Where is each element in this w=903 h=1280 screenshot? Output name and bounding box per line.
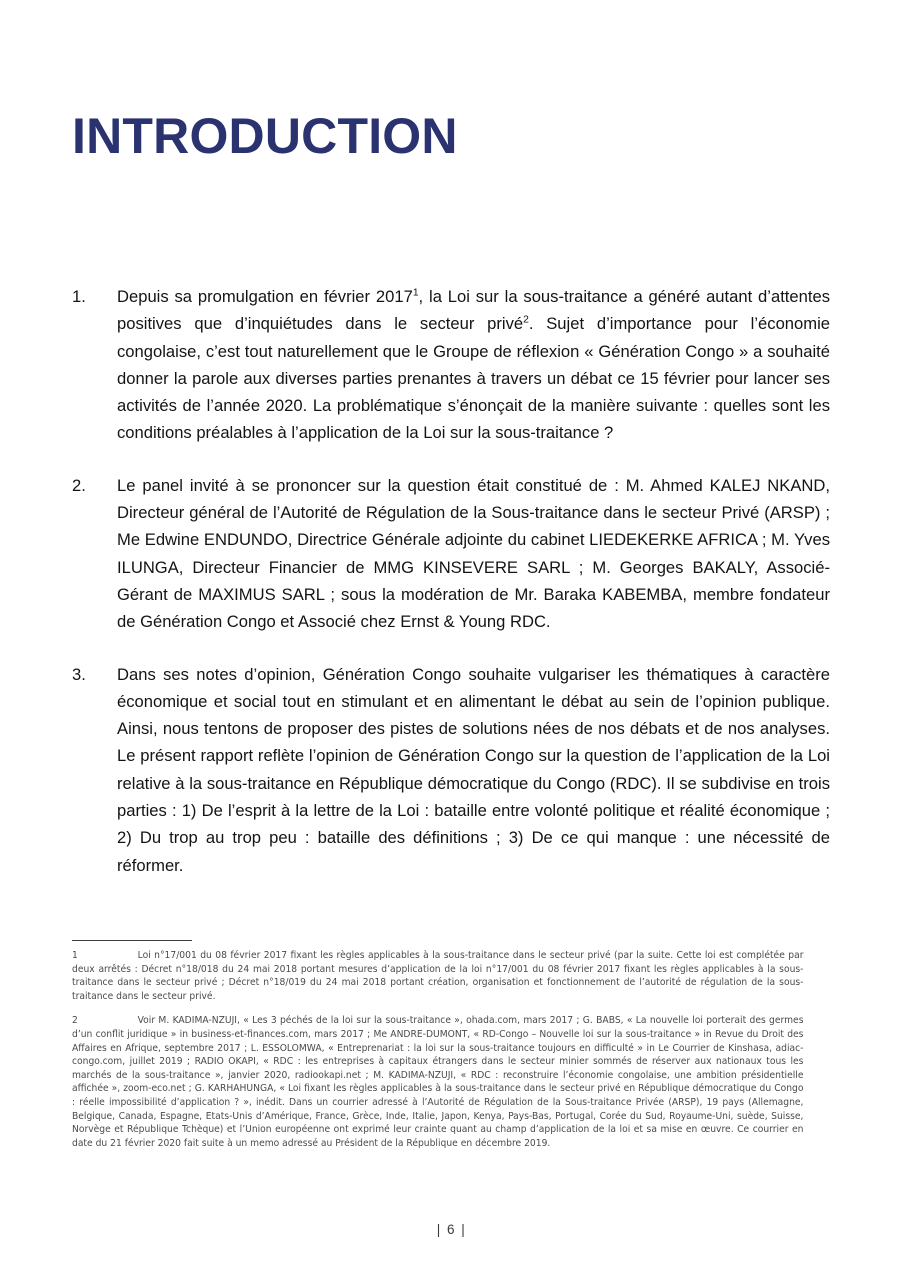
paragraph-1-text-part-3: . Sujet d’importance pour l’économie congolaise, c’est tout naturellement que le Groupe de réflexion « Génération Congo » a souhaité donner la parole aux diverses parties prenantes à travers un débat ce 15 février pour lancer ses activités de l’année 2020. La problématique s’énonçait de la manière suivante : quelles sont les conditions préalables à l’application de la Loi sur la sous-traitance ?	[117, 314, 830, 443]
paragraph-2-number: 2.	[72, 475, 86, 495]
page-number-label: | 6 |	[436, 1222, 467, 1237]
paragraph-2-text: Le panel invité à se prononcer sur la question était constitué de : M. Ahmed KALEJ NKAND, Directeur général de l’Autorité de Régulation de la Sous-traitance dans le secteur Privé (ARSP) ; Me Edwine ENDUNDO, Directrice Générale adjointe du cabinet LIEDEKERKE AFRICA ; M. Yves ILUNGA, Directeur Financier de MMG KINSEVERE SARL ; M. Georges BAKALY, Associé- Gérant de MAXIMUS SARL ; sous la modération de Mr. Baraka KABEMBA, membre fondateur de Génération Congo et Associé chez Ernst & Young RDC.	[117, 475, 830, 632]
paragraph-3-number: 3.	[72, 664, 86, 684]
footnote-ref-1[interactable]: 1	[412, 287, 419, 299]
footnote-2-marker: 2	[72, 1015, 78, 1027]
page-footer	[0, 1222, 903, 1237]
paragraph-1-text-part-1: Depuis sa promulgation en février 2017	[117, 287, 413, 306]
paragraph-1-number: 1.	[72, 287, 86, 306]
paragraph-3	[72, 661, 830, 879]
footnote-2	[72, 1014, 803, 1150]
footnote-1-text: Loi n°17/001 du 08 février 2017 fixant les règles applicables à la sous-traitance dans le secteur privé (par la suite. Cette loi est complétée par deux arrêtés : Décret n°18/018 du 24 mai 2018 portant mesures d’application de la loi n°17/001 du 08 février 2017 fixant les règles applicables à la sous-traitance dans le secteur privé ; Décret n°18/019 du 24 mai 2018 portant création, organisation et fonctionnement de l’autorité de régulation de la sous-traitance dans le secteur privé.	[72, 950, 804, 1002]
body-content	[72, 283, 830, 879]
footnote-1-marker: 1	[72, 950, 78, 961]
paragraph-1	[72, 283, 830, 447]
paragraph-2	[72, 472, 830, 636]
paragraph-1-text	[117, 283, 830, 447]
footnote-separator-rule	[72, 940, 192, 941]
footnotes-section	[72, 940, 830, 1150]
footnote-2-text: Voir M. KADIMA-NZUJI, « Les 3 péchés de la loi sur la sous-traitance », ohada.com, mars 2017 ; G. BABS, « La nouvelle loi porterait des germes d’un conflit juridique » in business-et-finances.com, mars 2017 ; Me ANDRE-DUMONT, « RD-Congo – Nouvelle loi sur la sous-traitance » in Revue du Droit des Affaires en Afrique, septembre 2017 ; L. ESSOLOMWA, « Entreprenariat : la loi sur la sous-traitance toujours en difficulté » in Le Courrier de Kinshasa, adiac-congo.com, juillet 2019 ; RADIO OKAPI, « RDC : les entreprises à capitaux étrangers dans le secteur minier sommés de réserver aux nationaux tous les marchés de la sous-traitance », janvier 2020, radiookapi.net ; M. KADIMA-NZUJI, « RDC : reconstruire l’économie congolaise, une ambition présidentielle affichée », zoom-eco.net ; G. KARHAHUNGA, « Loi fixant les règles applicables à la sous-traitance dans le secteur privé en République démocratique du Congo : réelle impossibilité d’application ? », inédit. Dans un courrier adressé à l’Autorité de Régulation de la Sous-traitance Privée (ARSP), 19 pays (Allemagne, Belgique, Canada, Espagne, Etats-Unis d’Amérique, France, Grèce, Inde, Italie, Japon, Kenya, Pays-Bas, Portugal, Corée du Sud, Royaume-Uni, suède, Suisse, Norvège et République Tchèque) et l’Union européenne ont exprimé leur crainte quant au champ d’application de la loi et sa mise en œuvre. Ce courrier en date du 21 février 2020 fait suite à un memo adressé au Président de la République en décembre 2019.	[72, 1015, 804, 1149]
paragraph-3-text: Dans ses notes d’opinion, Génération Congo souhaite vulgariser les thématiques à caractère économique et social tout en stimulant et en alimentant le débat au sein de l’opinion publique. Ainsi, nous tentons de proposer des pistes de solutions nées de nos débats et de nos analyses. Le présent rapport reflète l’opinion de Génération Congo sur la question de l’application de la Loi relative à la sous-traitance en République démocratique du Congo (RDC). Il se subdivise en trois parties : 1) De l’esprit à la lettre de la Loi : bataille entre volonté politique et réalité économique ; 2) Du trop au trop peu : bataille des définitions ; 3) De ce qui manque : une nécessité de réformer.	[117, 664, 830, 875]
page-title: INTRODUCTION	[72, 107, 458, 164]
paragraph-1-text-part-2: , la Loi sur la sous-traitance a généré autant d’attentes positives que d’inquiétudes dans le secteur privé	[117, 287, 831, 334]
footnote-ref-2[interactable]: 2	[523, 314, 529, 326]
footnote-1	[72, 949, 803, 1003]
